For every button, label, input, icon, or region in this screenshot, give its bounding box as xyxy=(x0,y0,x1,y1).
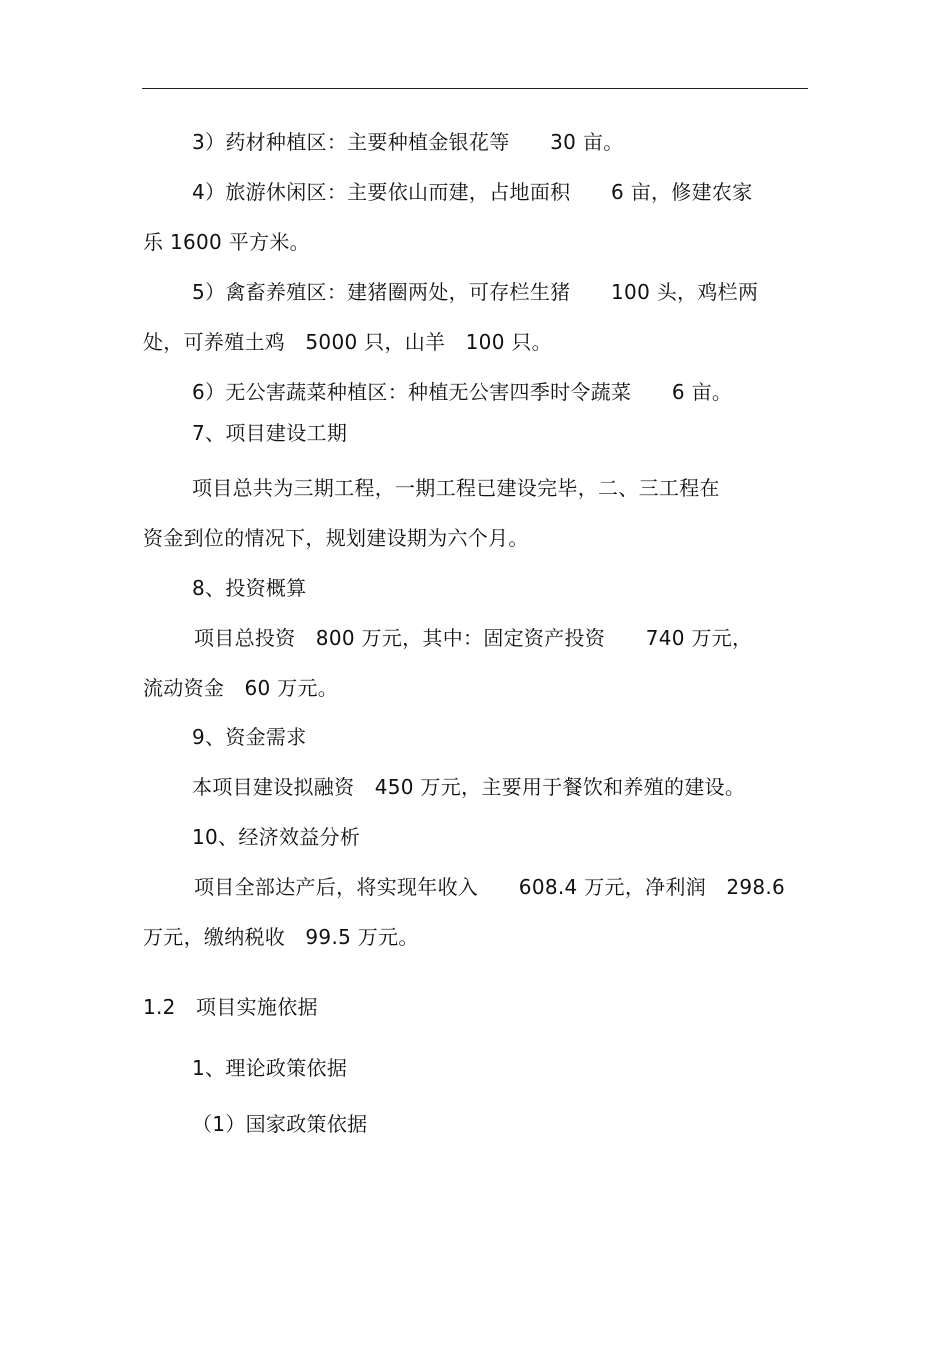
chapter-heading: 1.2 项目实施依据 xyxy=(143,995,318,1019)
paragraph-line: 本项目建设拟融资 450 万元，主要用于餐饮和养殖的建设。 xyxy=(192,775,746,799)
paragraph-line: 处，可养殖土鸡 5000 只，山羊 100 只。 xyxy=(143,330,552,354)
section-heading: 7、项目建设工期 xyxy=(192,421,348,445)
paragraph-line: 乐 1600 平方米。 xyxy=(143,230,310,254)
header-rule xyxy=(142,88,808,89)
paragraph-line: 万元，缴纳税收 99.5 万元。 xyxy=(143,925,419,949)
paragraph-line: 4）旅游休闲区：主要依山而建，占地面积 6 亩，修建农家 xyxy=(192,180,753,204)
paragraph-line: 项目全部达产后，将实现年收入 608.4 万元，净利润 298.6 xyxy=(194,875,786,899)
paragraph-line: 6）无公害蔬菜种植区：种植无公害四季时令蔬菜 6 亩。 xyxy=(192,380,733,404)
paragraph-line: 项目总共为三期工程，一期工程已建设完毕，二、三工程在 xyxy=(192,476,720,500)
section-heading: 10、经济效益分析 xyxy=(192,825,361,849)
paragraph-line: 项目总投资 800 万元，其中：固定资产投资 740 万元， xyxy=(194,626,753,650)
paragraph-line: 5）禽畜养殖区：建猪圈两处，可存栏生猪 100 头，鸡栏两 xyxy=(192,280,759,304)
paragraph-line: 3）药材种植区：主要种植金银花等 30 亩。 xyxy=(192,130,624,154)
paragraph-line: 资金到位的情况下，规划建设期为六个月。 xyxy=(143,526,529,550)
paragraph-line: 流动资金 60 万元。 xyxy=(143,676,339,700)
section-heading: 1、理论政策依据 xyxy=(192,1056,348,1080)
section-heading: 8、投资概算 xyxy=(192,576,307,600)
section-heading: 9、资金需求 xyxy=(192,725,307,749)
subsection-heading: （1）国家政策依据 xyxy=(192,1112,368,1136)
